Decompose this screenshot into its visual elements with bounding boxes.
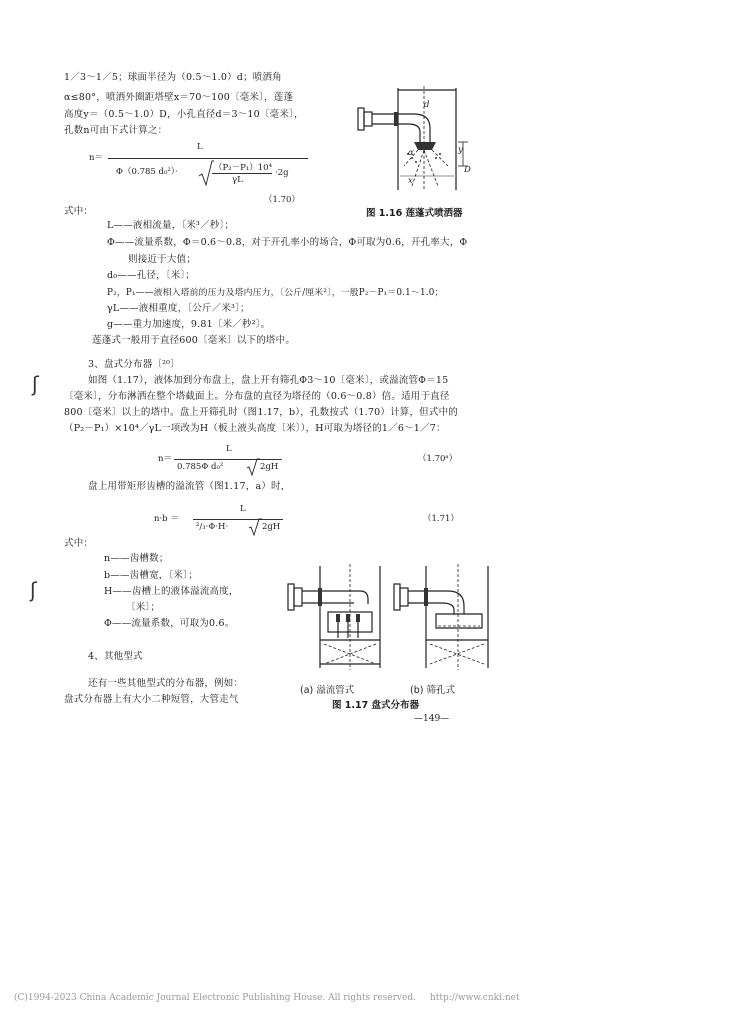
var-def: d₀——孔径，〔米〕； — [107, 270, 196, 281]
figure-label-y: y — [458, 145, 463, 155]
text-line: 如图（1.17），液体加到分布盘上，盘上开有筛孔Φ3～10〔毫米〕，或溢流管Φ＝15 — [88, 375, 449, 386]
text-line: （P₂－P₁）×10⁴／γL一项改为H（板上液头高度〔米〕），H可取为塔径的1／6～1／7： — [64, 423, 446, 434]
figure-1-16-caption: 图 1.16 莲蓬式喷洒器 — [366, 208, 463, 219]
figure-1-17-caption: 图 1.17 盘式分布器 — [332, 700, 420, 711]
figure-1-17b-diagram — [392, 564, 496, 672]
var-def: P₂，P₁——液相入塔前的压力及塔内压力，〔公斤/厘米²〕，一般P₂－P₁＝0.1～1.0； — [107, 288, 444, 298]
radicand: 2gH — [260, 462, 279, 472]
equation-number: （1.70ᵃ） — [418, 454, 458, 464]
var-def: L——液相流量，〔米³／秒〕； — [107, 220, 235, 231]
formula-numerator: L — [226, 444, 232, 454]
equation-number: （1.70） — [264, 195, 300, 205]
page-number: —149— — [414, 714, 450, 724]
formula-numerator: L — [240, 504, 246, 514]
var-def: g——重力加速度，9.81〔米／秒²〕。 — [107, 319, 271, 330]
footer-url[interactable]: http://www.cnki.net — [430, 993, 520, 1003]
formula-lhs: n＝ — [158, 454, 172, 464]
var-def: 〔米〕； — [126, 602, 161, 613]
equation-number: （1.71） — [423, 514, 459, 524]
fraction-bar — [193, 519, 283, 520]
radicand-denominator: γL — [232, 175, 243, 185]
var-def: n——齿槽数； — [104, 553, 169, 564]
radicand: 2gH — [262, 522, 281, 532]
margin-mark: ʃ — [32, 372, 39, 396]
sqrt-sign — [248, 518, 262, 536]
copyright-footer: (C)1994-2023 China Academic Journal Electronic Publishing House. All rights reserved. — [14, 993, 416, 1003]
text-line: 盘上用带矩形齿槽的溢流管（图1.17，a）时， — [88, 481, 291, 492]
label-shizhong: 式中： — [64, 206, 94, 217]
text-line: 盘式分布器上有大小二种短管，大管走气 — [64, 694, 239, 705]
section-heading: 3、盘式分布器〔²⁰〕 — [88, 359, 180, 370]
var-def: γL——液相重度，〔公斤／米³〕； — [107, 303, 250, 314]
radicand-numerator: （P₂－P₁）10⁴ — [214, 163, 272, 173]
text-line: 1／3～1／5；球面半径为（0.5～1.0）d；喷洒角 — [64, 72, 282, 83]
text-line: 孔数n可由下式计算之： — [64, 125, 168, 136]
text-line: 高度y＝（0.5～1.0）D，小孔直径d＝3～10〔毫米〕， — [64, 109, 304, 120]
var-def: H——齿槽上的液体溢流高度， — [104, 586, 239, 597]
margin-mark: ʃ — [30, 578, 37, 602]
formula-numerator: L — [197, 142, 203, 152]
formula-denominator: ²/₃·Φ·H· — [196, 522, 229, 532]
fraction-bar — [174, 459, 282, 460]
figure-label-x: x — [408, 176, 413, 186]
figure-1-17a-diagram — [284, 564, 392, 672]
text-line: 〔毫米〕，分布淋洒在整个塔截面上。分布盘的直径为塔径的（0.6～0.8）倍。适用于直径 — [64, 391, 450, 402]
formula-denominator: Φ（0.785 d₀²）· — [116, 167, 178, 177]
fraction-bar — [108, 158, 308, 159]
fraction-bar — [212, 173, 272, 174]
figure-label-alpha: α — [408, 148, 414, 158]
formula-lhs: n＝ — [89, 153, 103, 163]
var-def: 则接近于大值； — [128, 254, 196, 265]
formula-lhs: n·b ＝ — [154, 514, 179, 524]
label-shizhong: 式中： — [64, 538, 94, 549]
sqrt-sign — [246, 458, 260, 476]
var-def: b——齿槽宽，〔米〕； — [104, 570, 198, 581]
var-def: Φ——流量系数，Φ＝0.6～0.8，对于开孔率小的场合，Φ可取为0.6，开孔率大，Φ — [107, 237, 468, 248]
figure-1-17b-label: (b) 筛孔式 — [410, 685, 455, 696]
text-line: 莲蓬式一般用于直径600〔毫米〕以下的塔中。 — [92, 335, 296, 346]
figure-1-16-diagram — [356, 86, 472, 192]
figure-label-d: d — [424, 100, 430, 110]
section-heading: 4、其他型式 — [88, 651, 143, 662]
text-line: 还有一些其他型式的分布器，例如： — [88, 678, 244, 689]
figure-label-D: D — [464, 165, 471, 175]
figure-1-17a-label: (a) 溢流管式 — [300, 685, 355, 696]
var-def: Φ——流量系数，可取为0.6。 — [104, 618, 235, 629]
text-line: 800〔毫米〕以上的塔中。盘上开筛孔时（图1.17，b），孔数按式（1.70）计算，但式中的 — [64, 407, 458, 418]
text-line: α≤80°，喷洒外圈距塔壁x＝70～100〔毫米〕，莲蓬 — [64, 92, 294, 103]
formula-denominator: 0.785Φ d₀² — [177, 462, 224, 472]
formula-tail: ·2g — [275, 168, 289, 178]
